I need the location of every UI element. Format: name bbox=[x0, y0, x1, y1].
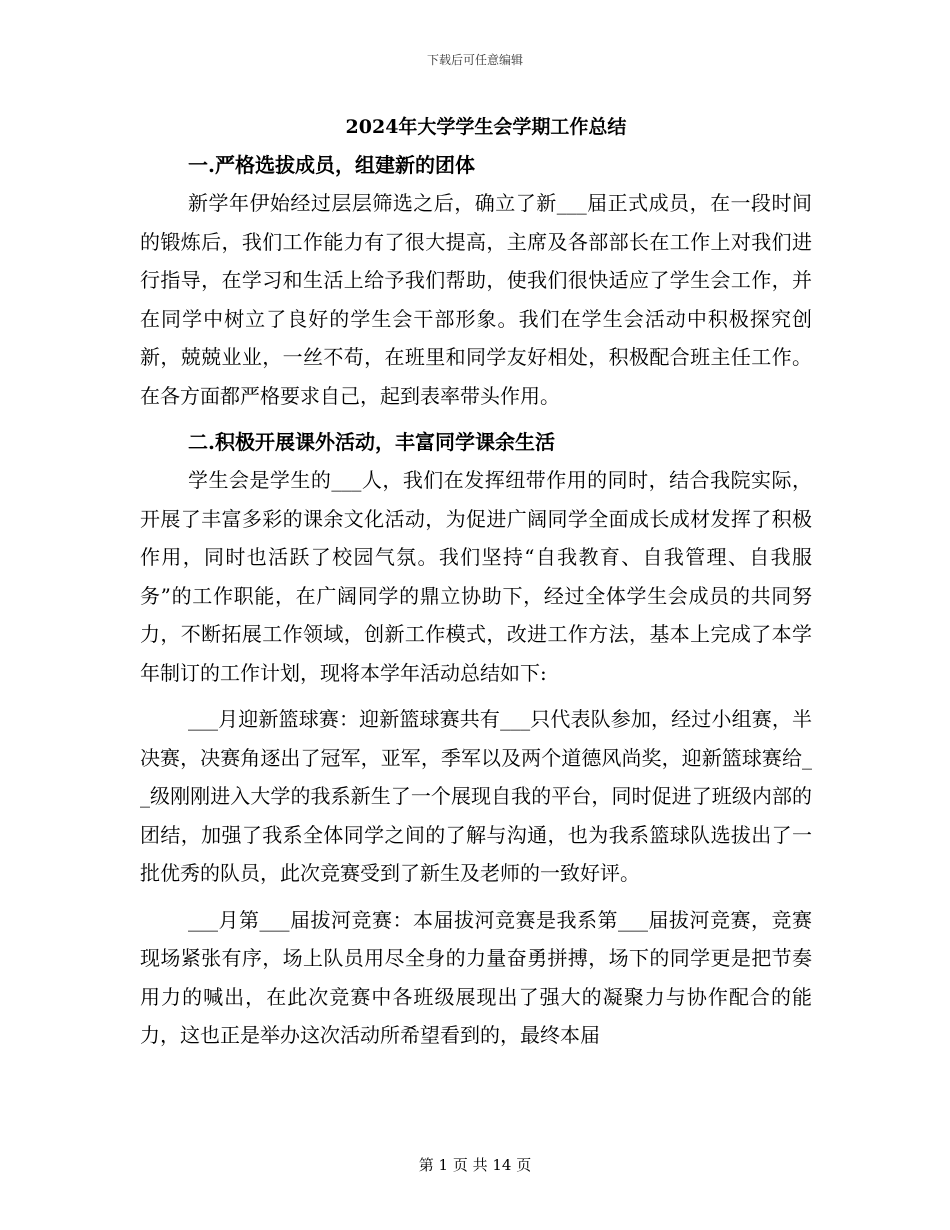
page-number: 第 1 页 共 14 页 bbox=[418, 1156, 532, 1174]
document-body bbox=[140, 108, 812, 1055]
document-title: 2024年大学学生会学期工作总结 bbox=[345, 116, 627, 138]
page-header: 下载后可任意编辑 bbox=[426, 53, 523, 67]
section-2-paragraph-2: ___月迎新篮球赛：迎新篮球赛共有___只代表队参加，经过小组赛，半决赛，决赛角逐出了冠军，亚军，季军以及两个道德风尚奖，迎新篮球赛给__级刚刚进入大学的我系新生了一个展现自我的平台，同时促进了班级内部的团结，加强了我系全体同学之间的了解与沟通，也为我系篮球队选拔出了一批优秀的队员，此次竞赛受到了新生及老师的一致好评。 bbox=[140, 707, 812, 885]
section-heading-1: 一.严格选拔成员，组建新的团体 bbox=[188, 153, 475, 177]
section-2-paragraph-1: 学生会是学生的___人，我们在发挥纽带作用的同时，结合我院实际，开展了丰富多彩的课余文化活动，为促进广阔同学全面成长成材发挥了积极作用，同时也活跃了校园气氛。我们坚持“自我教育、自我管理、自我服务”的工作职能，在广阔同学的鼎立协助下，经过全体学生会成员的共同努力，不断拓展工作领域，创新工作模式，改进工作方法，基本上完成了本学年制订的工作计划，现将本学年活动总结如下: bbox=[140, 468, 812, 685]
section-heading-2: 二.积极开展课外活动，丰富同学课余生活 bbox=[188, 430, 555, 454]
section-2-paragraph-3: ___月第___届拔河竞赛：本届拔河竞赛是我系第___届拔河竞赛，竞赛现场紧张有序，场上队员用尽全身的力量奋勇拼搏，场下的同学更是把节奏用力的喊出，在此次竞赛中各班级展现出了强大的凝聚力与协作配合的能力，这也正是举办这次活动所希望看到的，最终本届 bbox=[140, 907, 812, 1047]
section-1-paragraph: 新学年伊始经过层层筛选之后，确立了新___届正式成员，在一段时间的锻炼后，我们工作能力有了很大提高，主席及各部部长在工作上对我们进行指导，在学习和生活上给予我们帮助，使我们很快适应了学生会工作，并在同学中树立了良好的学生会干部形象。我们在学生会活动中积极探究创新，兢兢业业，一丝不苟，在班里和同学友好相处，积极配合班主任工作。在各方面都严格要求自己，起到表率带头作用。 bbox=[140, 191, 812, 408]
